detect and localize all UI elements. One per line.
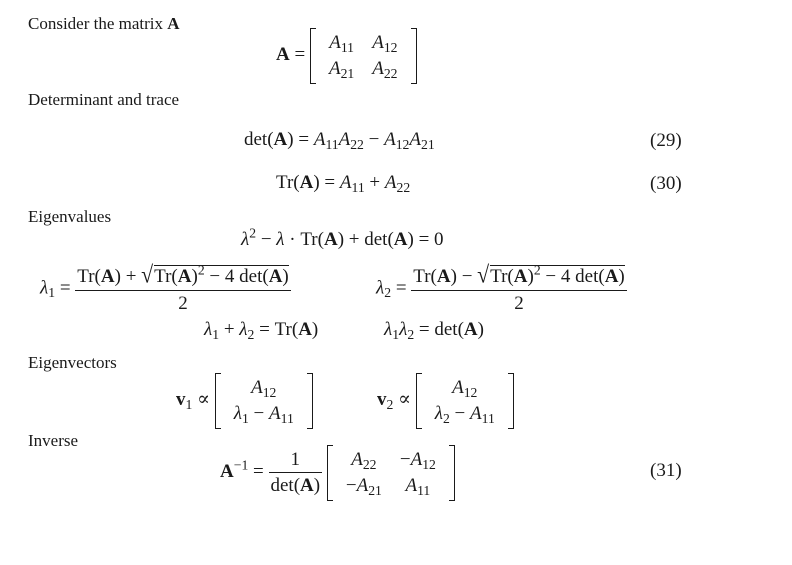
vector-v2: $A_{12}$ $\lambda_2 - A_{11}$ [416, 375, 514, 427]
heading-consider [28, 14, 180, 34]
heading-inverse: Inverse [28, 431, 79, 450]
vector-v1: $A_{12}$ $\lambda_1 - A_{11}$ [215, 375, 313, 427]
equation-inverse: $A^{-1}$ = $\frac{1}{\det(A)}$ $A_{22}$ $-A_{12}$ $-A_{21}$ $A_{11}$ [220, 447, 455, 499]
heading-eigenvalues: Eigenvalues [28, 207, 112, 226]
equation-lambda-2: $\lambda_2$ = $\frac{Tr(A) - √Tr(A)^2 - 4 \det(A)}{2}$ [376, 261, 625, 314]
equation-lambda-1: $\lambda_1$ = $\frac{Tr(A) + √Tr(A)^2 - 4 \det(A)}{2}$ [40, 261, 289, 314]
matrix-definition: A = $A_{11}$ $A_{12}$ $A_{21}$ $A_{22}$ [276, 30, 417, 82]
equation-eigen-sum: $\lambda_1 + \lambda_2 = Tr(A)$ [204, 319, 319, 342]
matrix-inverse: $A_{22}$ $-A_{12}$ $-A_{21}$ $A_{11}$ [327, 447, 455, 499]
equation-number-31: (31) [650, 460, 682, 481]
equation-eigenvector-2: $v_2$ ∝ $A_{12}$ $\lambda_2 - A_{11}$ [377, 375, 514, 427]
equation-trace: $Tr(A) = A_{11} + A_{22}$ [276, 172, 411, 195]
equation-characteristic: $\lambda^2 - \lambda \cdot Tr(A) + \det(A) = 0$ [241, 225, 444, 250]
equation-eigenvector-1: $v_1$ ∝ $A_{12}$ $\lambda_1 - A_{11}$ [176, 375, 313, 427]
heading-eigenvectors: Eigenvectors [28, 353, 117, 372]
equation-number-30: (30) [650, 173, 682, 194]
heading-matrix-symbol: A [167, 14, 180, 33]
matrix-a: $A_{11}$ $A_{12}$ $A_{21}$ $A_{22}$ [310, 30, 417, 82]
equation-number-29: (29) [650, 130, 682, 151]
equation-eigen-product: $\lambda_1\lambda_2 = \det(A)$ [384, 319, 484, 342]
equation-determinant: $\det(A) = A_{11}A_{22} - A_{12}A_{21}$ [244, 129, 435, 152]
heading-consider-text: Consider the matrix [28, 14, 164, 33]
heading-determinant-trace: Determinant and trace [28, 90, 180, 109]
